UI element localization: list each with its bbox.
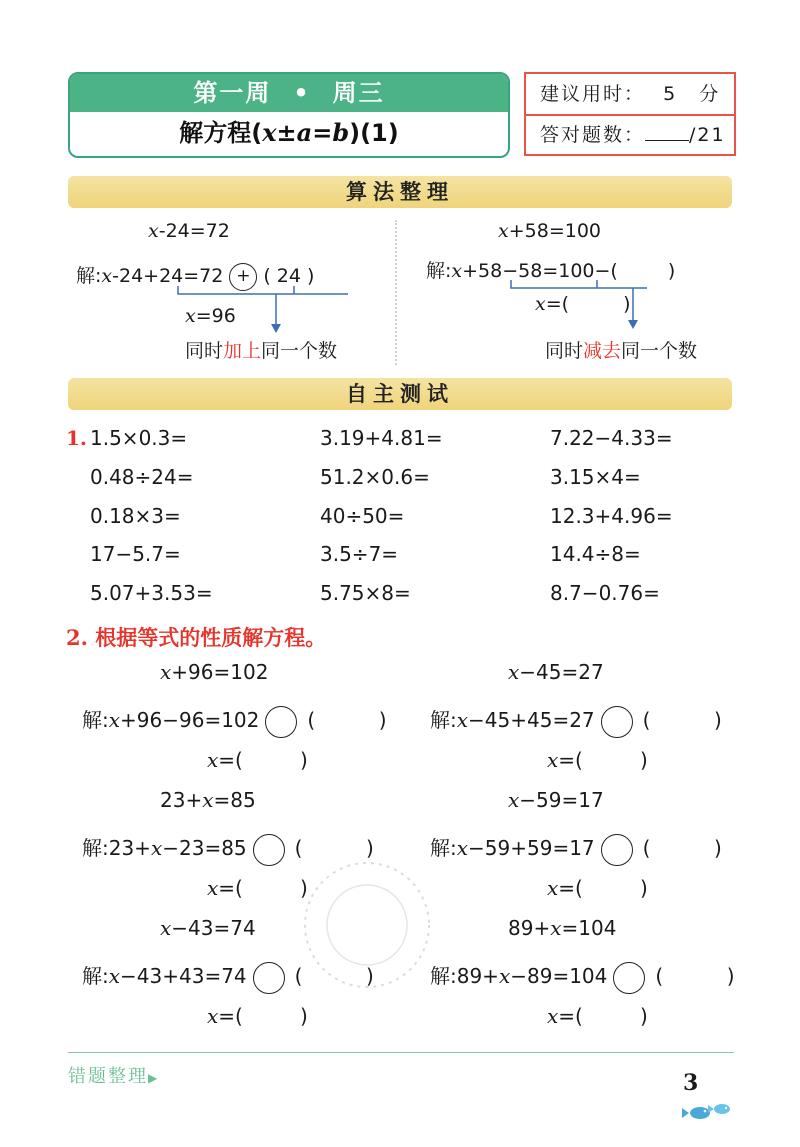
q1-item: 12.3+4.96= xyxy=(550,504,673,528)
q1-item: 3.5÷7= xyxy=(320,542,399,566)
q2-result[interactable]: x=( ) xyxy=(207,748,308,772)
operator-blank-circle[interactable] xyxy=(265,706,297,738)
q2-step: 解:23+x−23=85 ( ) xyxy=(82,832,374,866)
right-note-after: 同一个数 xyxy=(621,340,698,362)
test-section-title: 自主测试 xyxy=(68,378,732,410)
q1-number xyxy=(66,426,87,450)
q2-equation: 23+x=85 xyxy=(160,788,256,812)
error-collection xyxy=(68,1062,159,1088)
week-label: 第一周 xyxy=(193,79,272,107)
q2-step: 解:x+96−96=102 ( ) xyxy=(82,704,387,738)
right-note-highlight: 减去 xyxy=(583,340,622,362)
lesson-number: (1) xyxy=(360,119,399,147)
q2-equation: x−59=17 xyxy=(508,788,604,812)
left-note-highlight: 加上 xyxy=(223,340,262,362)
q2-equation: 89+x=104 xyxy=(508,916,617,940)
left-solution-prefix: 解: xyxy=(76,265,102,287)
lesson-title-text: 解方程 xyxy=(179,119,252,147)
q2-equation: x−43=74 xyxy=(160,916,256,940)
left-note-after: 同一个数 xyxy=(261,340,338,362)
day-label: 周三 xyxy=(332,79,385,107)
right-solution-prefix: 解: xyxy=(426,260,452,282)
fish-icon xyxy=(678,1097,738,1127)
watermark-stamp xyxy=(292,850,442,1000)
q1-item: 8.7−0.76= xyxy=(550,581,660,605)
right-note xyxy=(545,336,697,363)
score-label: 答对题数： xyxy=(540,124,646,146)
q2-result[interactable]: x=( ) xyxy=(547,1004,648,1028)
score-total: /21 xyxy=(689,124,726,146)
lesson-title: 解方程(x±a=b)(1) xyxy=(179,118,399,147)
operator-blank-circle[interactable] xyxy=(601,834,633,866)
operand-blank[interactable]: ( ) xyxy=(307,708,387,732)
page-number: 3 xyxy=(683,1070,699,1096)
suggested-time-value: 5 xyxy=(663,83,678,105)
separator-dot: • xyxy=(293,79,311,107)
left-note-before: 同时 xyxy=(185,340,224,362)
left-result: x=96 xyxy=(185,305,236,327)
left-note xyxy=(185,336,337,363)
operand-blank[interactable]: ( ) xyxy=(294,836,374,860)
left-step: 解:x-24+24=72 + ( 24 ) xyxy=(76,261,314,291)
right-step: 解:x+58−58=100−( ) xyxy=(426,260,676,282)
q1-item: 0.48÷24= xyxy=(90,465,194,489)
q1-number-text: 1. xyxy=(66,426,87,450)
right-note-before: 同时 xyxy=(545,340,584,362)
q1-item: 40÷50= xyxy=(320,504,405,528)
score-blank[interactable] xyxy=(645,118,689,141)
play-icon: ▶ xyxy=(148,1071,160,1085)
q2-heading xyxy=(66,622,326,652)
right-result: x=( ) xyxy=(535,293,631,315)
q2-result[interactable]: x=( ) xyxy=(207,1004,308,1028)
operator-blank-circle[interactable] xyxy=(253,962,285,994)
operand-blank[interactable]: ( ) xyxy=(294,964,374,988)
q2-step: 解:x−43+43=74 ( ) xyxy=(82,960,374,994)
q2-number: 2. xyxy=(66,625,88,650)
footer-line xyxy=(68,1052,734,1053)
column-divider xyxy=(395,220,397,365)
right-equation: x+58=100 xyxy=(498,220,602,242)
q1-item: 5.07+3.53= xyxy=(90,581,213,605)
q2-step: 解:x−45+45=27 ( ) xyxy=(430,704,722,738)
time-score-box xyxy=(524,72,736,156)
q1-item: 3.15×4= xyxy=(550,465,641,489)
method-section-title: 算法整理 xyxy=(68,176,732,208)
q1-item: 14.4÷8= xyxy=(550,542,641,566)
error-collection-label: 错题整理 xyxy=(68,1066,148,1087)
q1-item: 3.19+4.81= xyxy=(320,426,443,450)
q2-step: 解:x−59+59=17 ( ) xyxy=(430,832,722,866)
q2-result[interactable]: x=( ) xyxy=(207,876,308,900)
q2-result[interactable]: x=( ) xyxy=(547,748,648,772)
left-operand: ( 24 ) xyxy=(263,265,315,287)
operand-blank[interactable]: ( ) xyxy=(655,964,735,988)
suggested-time-unit: 分 xyxy=(699,83,721,105)
operator-circle: + xyxy=(229,263,257,291)
right-step-close: ) xyxy=(667,260,676,282)
operator-blank-circle[interactable] xyxy=(601,706,633,738)
suggested-time-label: 建议用时： xyxy=(540,83,646,105)
q1-item: 17−5.7= xyxy=(90,542,181,566)
q1-item: 1.5×0.3= xyxy=(90,426,188,450)
q2-equation: x+96=102 xyxy=(160,660,269,684)
q1-item: 51.2×0.6= xyxy=(320,465,430,489)
q2-step: 解:89+x−89=104 ( ) xyxy=(430,960,735,994)
score-row xyxy=(526,114,734,154)
operand-blank[interactable]: ( ) xyxy=(642,708,722,732)
q1-item: 5.75×8= xyxy=(320,581,411,605)
suggested-time xyxy=(526,74,734,114)
week-day-banner xyxy=(70,74,508,112)
left-equation: x-24=72 xyxy=(148,220,230,242)
q1-item: 0.18×3= xyxy=(90,504,181,528)
q2-equation: x−45=27 xyxy=(508,660,604,684)
operator-blank-circle[interactable] xyxy=(613,962,645,994)
q2-title: 根据等式的性质解方程。 xyxy=(95,626,327,650)
operator-blank-circle[interactable] xyxy=(253,834,285,866)
lesson-title-box xyxy=(68,72,510,158)
q1-item: 7.22−4.33= xyxy=(550,426,673,450)
lesson-formula: x±a=b xyxy=(262,118,350,147)
q2-result[interactable]: x=( ) xyxy=(547,876,648,900)
operand-blank[interactable]: ( ) xyxy=(642,836,722,860)
